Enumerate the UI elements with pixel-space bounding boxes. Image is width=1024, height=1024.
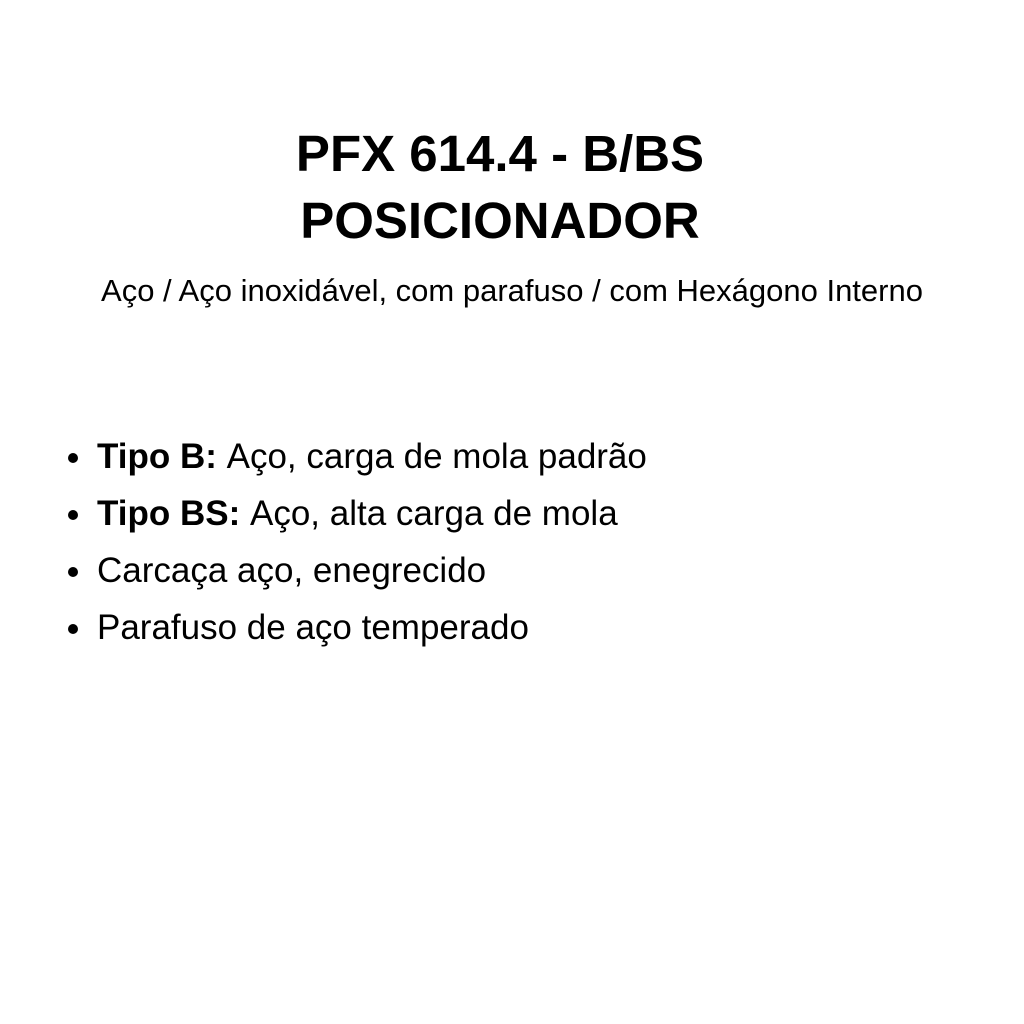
feature-list (60, 428, 647, 656)
bullet-icon (68, 567, 78, 577)
feature-item-tipo-bs (60, 485, 647, 542)
feature-item-tipo-b (60, 428, 647, 485)
product-subtitle: Aço / Aço inoxidável, com parafuso / com Hexágono Interno (101, 273, 923, 308)
feature-lead: Tipo B: (97, 437, 227, 476)
feature-lead: Tipo BS: (97, 494, 250, 533)
feature-text: Carcaça aço, enegrecido (97, 551, 487, 590)
feature-text: Aço, alta carga de mola (249, 494, 618, 533)
feature-text: Aço, carga de mola padrão (226, 437, 647, 476)
product-title-name: POSICIONADOR (300, 192, 700, 249)
bullet-icon (68, 624, 78, 634)
feature-item-parafuso (60, 599, 647, 656)
feature-text: Parafuso de aço temperado (97, 608, 529, 647)
bullet-icon (68, 453, 78, 463)
feature-item-carcaca (60, 542, 647, 599)
product-title-code: PFX 614.4 - B/BS (295, 125, 705, 182)
bullet-icon (68, 510, 78, 520)
